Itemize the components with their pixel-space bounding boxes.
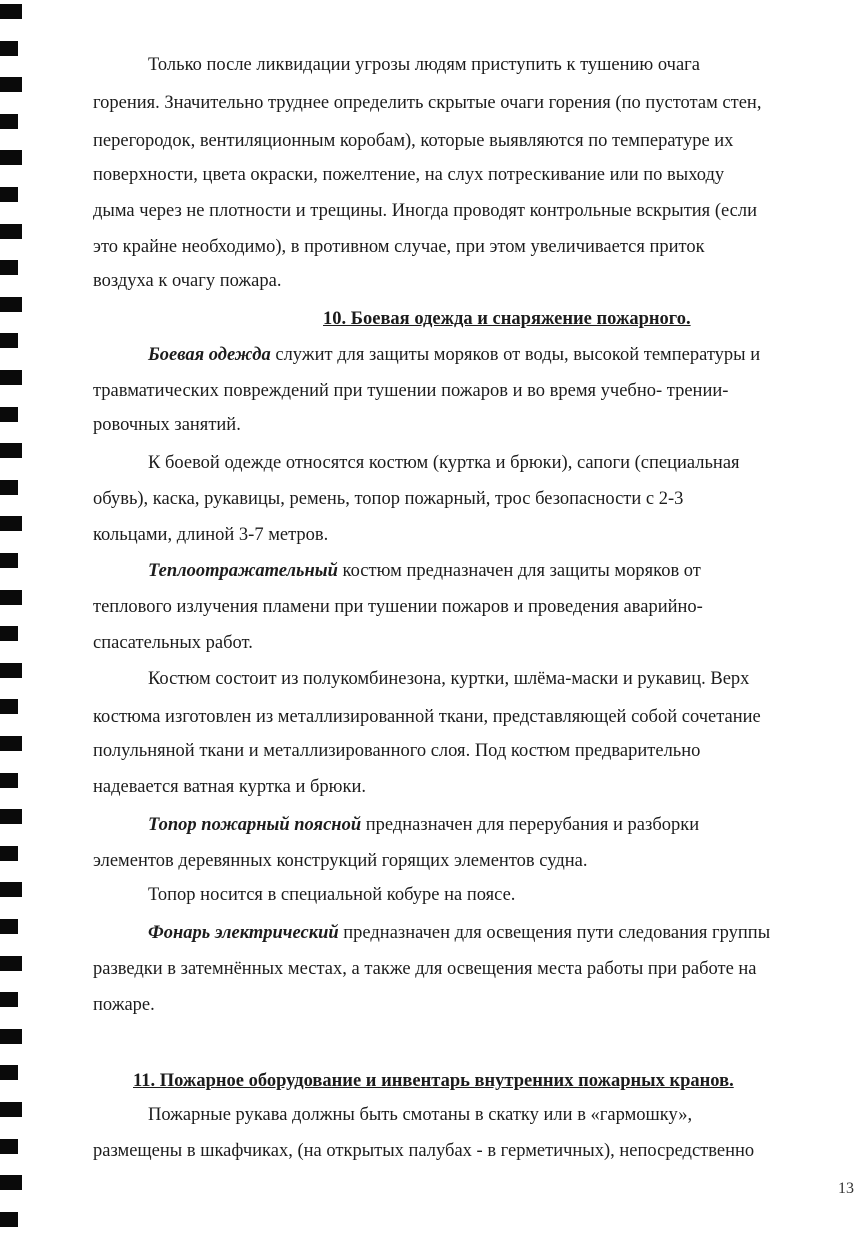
text-line: Фонарь электрический предназначен для освещения пути следования группы (148, 923, 771, 943)
text-line: кольцами, длиной 3-7 метров. (93, 525, 329, 545)
binding-hole (0, 1175, 22, 1190)
binding-hole (0, 699, 18, 714)
binding-hole (0, 1102, 22, 1117)
binding-hole (0, 297, 22, 312)
text-line: Топор пожарный поясной предназначен для перерубания и разборки (148, 815, 700, 835)
text-line: Боевая одежда служит для защиты моряков от воды, высокой температуры и (148, 345, 761, 365)
binding-hole (0, 370, 22, 385)
text-line: Топор носится в специальной кобуре на поясе. (148, 885, 516, 905)
text-line: костюма изготовлен из металлизированной ткани, представляющей собой сочетание (93, 707, 761, 727)
binding-hole (0, 260, 18, 275)
binding-hole (0, 626, 18, 641)
text-line: пожаре. (93, 995, 155, 1015)
binding-hole (0, 407, 18, 422)
text-line: Костюм состоит из полукомбинезона, куртки, шлёма-маски и рукавиц. Верх (148, 669, 750, 689)
term-combat-clothing: Боевая одежда (148, 345, 271, 365)
term-heat-reflective: Теплоотражательный (148, 561, 338, 581)
text-line: полульняной ткани и металлизированного слоя. Под костюм предварительно (93, 741, 701, 761)
binding-hole (0, 663, 22, 678)
text-line: Только после ликвидации угрозы людям приступить к тушению очага (148, 55, 700, 75)
binding-hole (0, 846, 18, 861)
text-line: ровочных занятий. (93, 415, 241, 435)
text-line: это крайне необходимо), в противном случае, при этом увеличивается приток (93, 237, 705, 257)
text-line: разведки в затемнённых местах, а также для освещения места работы при работе на (93, 959, 757, 979)
binding-hole (0, 590, 22, 605)
binding-hole (0, 1065, 18, 1080)
section-heading-10: 10. Боевая одежда и снаряжение пожарного. (323, 309, 691, 329)
text-line: размещены в шкафчиках, (на открытых палубах - в герметичных), непосредственно (93, 1141, 755, 1161)
text-line: горения. Значительно труднее определить скрытые очаги горения (по пустотам стен, (93, 93, 762, 113)
binding-hole (0, 773, 18, 788)
section-heading-11: 11. Пожарное оборудование и инвентарь внутренних пожарных кранов. (133, 1071, 734, 1091)
binding-hole (0, 553, 18, 568)
binding-hole (0, 516, 22, 531)
binding-hole (0, 150, 22, 165)
binding-hole (0, 956, 22, 971)
binding-hole (0, 4, 22, 19)
binding-hole (0, 114, 18, 129)
binding-hole (0, 187, 18, 202)
binding-hole (0, 224, 22, 239)
binding-hole (0, 736, 22, 751)
text-line: Теплоотражательный костюм предназначен для защиты моряков от (148, 561, 701, 581)
text-line: надевается ватная куртка и брюки. (93, 777, 366, 797)
binding-hole (0, 919, 18, 934)
binding-hole (0, 41, 18, 56)
binding-hole (0, 1029, 22, 1044)
binding-hole (0, 480, 18, 495)
term-fire-axe: Топор пожарный поясной (148, 815, 362, 835)
text-line: воздуха к очагу пожара. (93, 271, 282, 291)
binding-hole (0, 882, 22, 897)
binding-hole (0, 77, 22, 92)
page-number: 13 (838, 1180, 854, 1197)
text-line: обувь), каска, рукавицы, ремень, топор пожарный, трос безопасности с 2-3 (93, 489, 684, 509)
text-line: дыма через не плотности и трещины. Иногда проводят контрольные вскрытия (если (93, 201, 757, 221)
binding-hole (0, 809, 22, 824)
term-flashlight: Фонарь электрический (148, 923, 339, 943)
text-line: К боевой одежде относятся костюм (куртка и брюки), сапоги (специальная (148, 453, 740, 473)
binding-hole (0, 1139, 18, 1154)
text-line: теплового излучения пламени при тушении пожаров и проведения аварийно- (93, 597, 703, 617)
binding-hole (0, 333, 18, 348)
spiral-binding (0, 0, 30, 1248)
binding-hole (0, 443, 22, 458)
text-line: перегородок, вентиляционным коробам), которые выявляются по температуре их (93, 131, 734, 151)
text-line: элементов деревянных конструкций горящих элементов судна. (93, 851, 588, 871)
text-line: поверхности, цвета окраски, пожелтение, на слух потрескивание или по выходу (93, 165, 725, 185)
binding-hole (0, 1212, 18, 1227)
text-line: Пожарные рукава должны быть смотаны в скатку или в «гармошку», (148, 1105, 693, 1125)
text-line: травматических повреждений при тушении пожаров и во время учебно- трении- (93, 381, 729, 401)
binding-hole (0, 992, 18, 1007)
text-line: спасательных работ. (93, 633, 253, 653)
